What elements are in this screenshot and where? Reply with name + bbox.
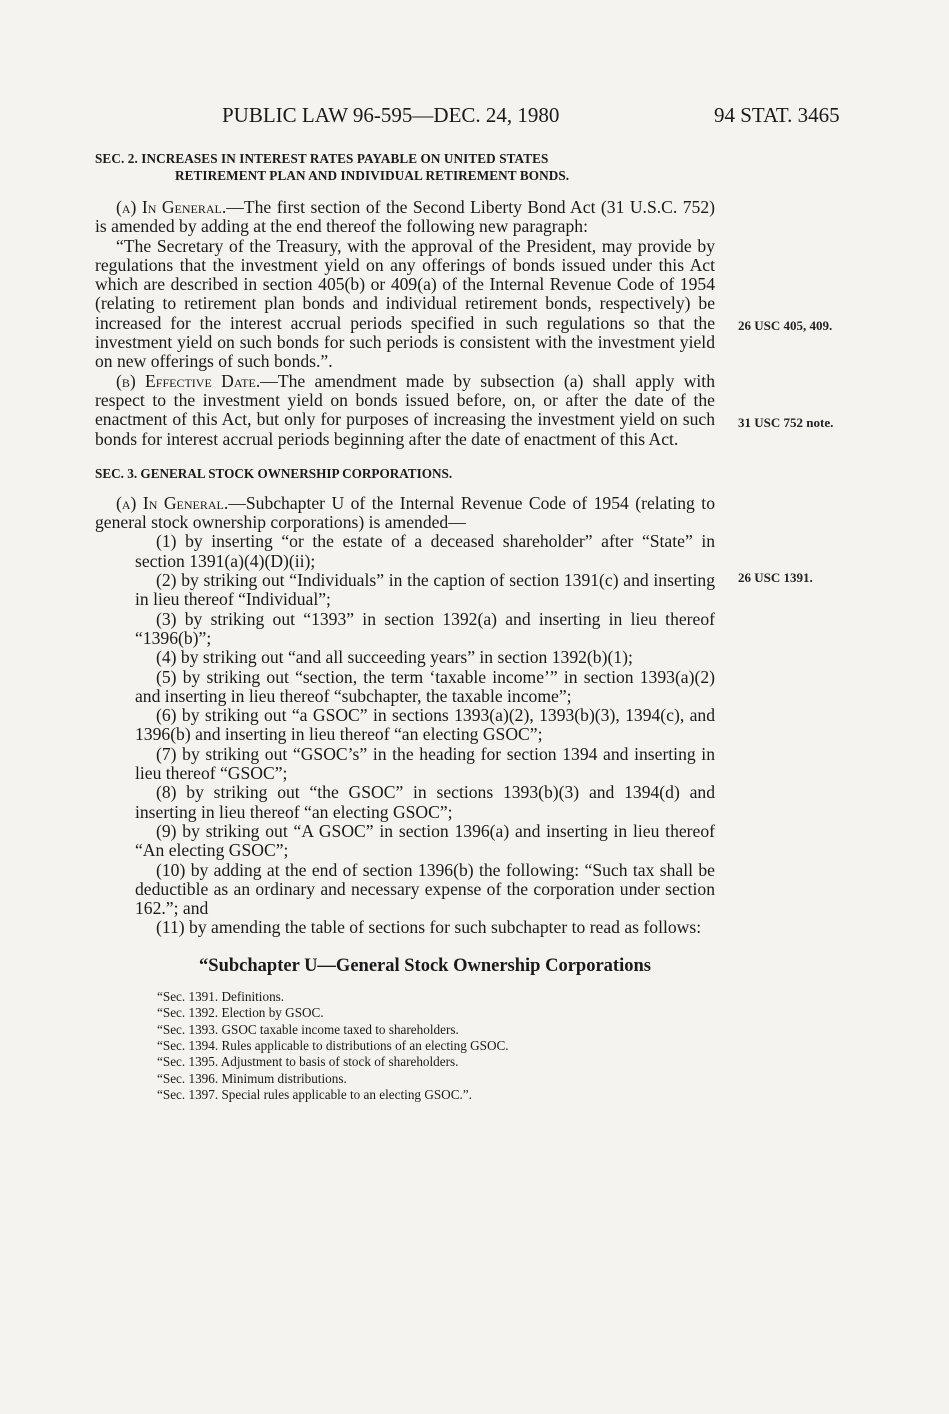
sec2-a-text: —The first section of the Second Liberty Bond Act (31 U.S.C. 752) is amended by adding at the end thereof the following new paragraph: xyxy=(95,197,715,237)
list-item: (7) by striking out “GSOC’s” in the heading for section 1394 and inserting in lieu thereof “GSOC”; xyxy=(135,743,715,784)
list-item: (8) by striking out “the GSOC” in sections 1393(b)(3) and 1394(d) and inserting in lieu thereof “an electing GSOC”; xyxy=(135,782,715,822)
sec2-b-text: —The amendment made by subsection (a) shall apply with respect to the investment yield on bonds issued before, on, or after the date of the enactment of this Act, but only for purposes of increasing the investment yield on such bonds for interest accrual periods beginning after the date of enactment of this Act. xyxy=(95,370,715,449)
table-of-sections xyxy=(157,989,715,1104)
list-item: (2) by striking out “Individuals” in the caption of section 1391(c) and inserting in lieu thereof “Individual”; xyxy=(135,570,715,610)
list-item: (10) by adding at the end of section 1396(b) the following: “Such tax shall be deductible as an ordinary and necessary expense of the corporation under section 162.”; and xyxy=(135,859,715,919)
list-item: (11) by amending the table of sections for such subchapter to read as follows: xyxy=(156,917,702,938)
subchapter-title: “Subchapter U—General Stock Ownership Corporations xyxy=(199,955,651,976)
sec3-a-text: —Subchapter U of the Internal Revenue Code of 1954 (relating to general stock ownership corporations) is amended— xyxy=(95,492,715,533)
sec3-subsection-a xyxy=(95,494,715,533)
toc-entry: “Sec. 1396. Minimum distributions. xyxy=(157,1070,347,1086)
list-item: (3) by striking out “1393” in section 1392(a) and inserting in lieu thereof “1396(b)”; xyxy=(135,608,715,648)
list-item: (5) by striking out “section, the term ‘taxable income’” in section 1393(a)(2) and inserting in lieu thereof “subchapter, the taxable income”; xyxy=(135,666,715,706)
toc-entry: “Sec. 1392. Election by GSOC. xyxy=(157,1005,324,1021)
page-header xyxy=(0,103,949,133)
sec2-heading: SEC. 2. INCREASES IN INTEREST RATES PAYABLE ON UNITED STATES RETIREMENT PLAN AND INDIVIDUAL RETIREMENT BONDS. xyxy=(95,151,570,183)
list-item: (1) by inserting “or the estate of a deceased shareholder” after “State” in section 1391(a)(4)(D)(ii); xyxy=(135,531,715,571)
sec2-b-label: (b) Effective Date. xyxy=(116,370,261,391)
toc-entry: “Sec. 1393. GSOC taxable income taxed to shareholders. xyxy=(157,1021,459,1037)
sec3-heading: SEC. 3. GENERAL STOCK OWNERSHIP CORPORATIONS. xyxy=(95,465,453,481)
main-text xyxy=(95,150,715,1104)
toc-entry: “Sec. 1397. Special rules applicable to an electing GSOC.”. xyxy=(157,1087,472,1103)
sec2-a-label: (a) In General. xyxy=(116,197,227,217)
toc-entry: “Sec. 1391. Definitions. xyxy=(157,988,285,1004)
margin-note-31-usc-752: 31 USC 752 note. xyxy=(738,415,834,430)
toc-entry: “Sec. 1394. Rules applicable to distributions of an electing GSOC. xyxy=(157,1037,509,1053)
margin-note-irc-405-409: 26 USC 405, 409. xyxy=(738,318,833,333)
sec3-a-label: (a) In General. xyxy=(116,492,229,513)
sec2-subsection-b xyxy=(95,372,715,449)
margin-note-irc-1391: 26 USC 1391. xyxy=(738,570,813,585)
sec2-quoted-paragraph: “The Secretary of the Treasury, with the approval of the President, may provide by regulations that the investment yield on any offerings of bonds issued under this Act which are described in section 405(b) or 409(a) of the Internal Revenue Code of 1954 (relating to retirement plan bonds and individual retirement bonds, respectively) be increased for the interest accrual periods specified in such regulations so that the investment yield on such bonds for such periods is consistent with the investment yield on new offerings of such bonds.”. xyxy=(95,235,715,372)
toc-entry: “Sec. 1395. Adjustment to basis of stock of shareholders. xyxy=(157,1054,459,1070)
list-item: (9) by striking out “A GSOC” in section 1396(a) and inserting in lieu thereof “An electing GSOC”; xyxy=(135,820,715,861)
statute-page-number: 94 STAT. 3465 xyxy=(714,103,840,127)
list-item: (6) by striking out “a GSOC” in sections 1393(a)(2), 1393(b)(3), 1394(c), and 1396(b) and inserting in lieu thereof “an electing GSOC”; xyxy=(135,705,715,745)
public-law-citation: PUBLIC LAW 96-595—DEC. 24, 1980 xyxy=(222,103,560,127)
amendment-list xyxy=(95,532,715,937)
list-item: (4) by striking out “and all succeeding years” in section 1392(b)(1); xyxy=(156,647,633,668)
sec2-subsection-a xyxy=(95,198,715,237)
